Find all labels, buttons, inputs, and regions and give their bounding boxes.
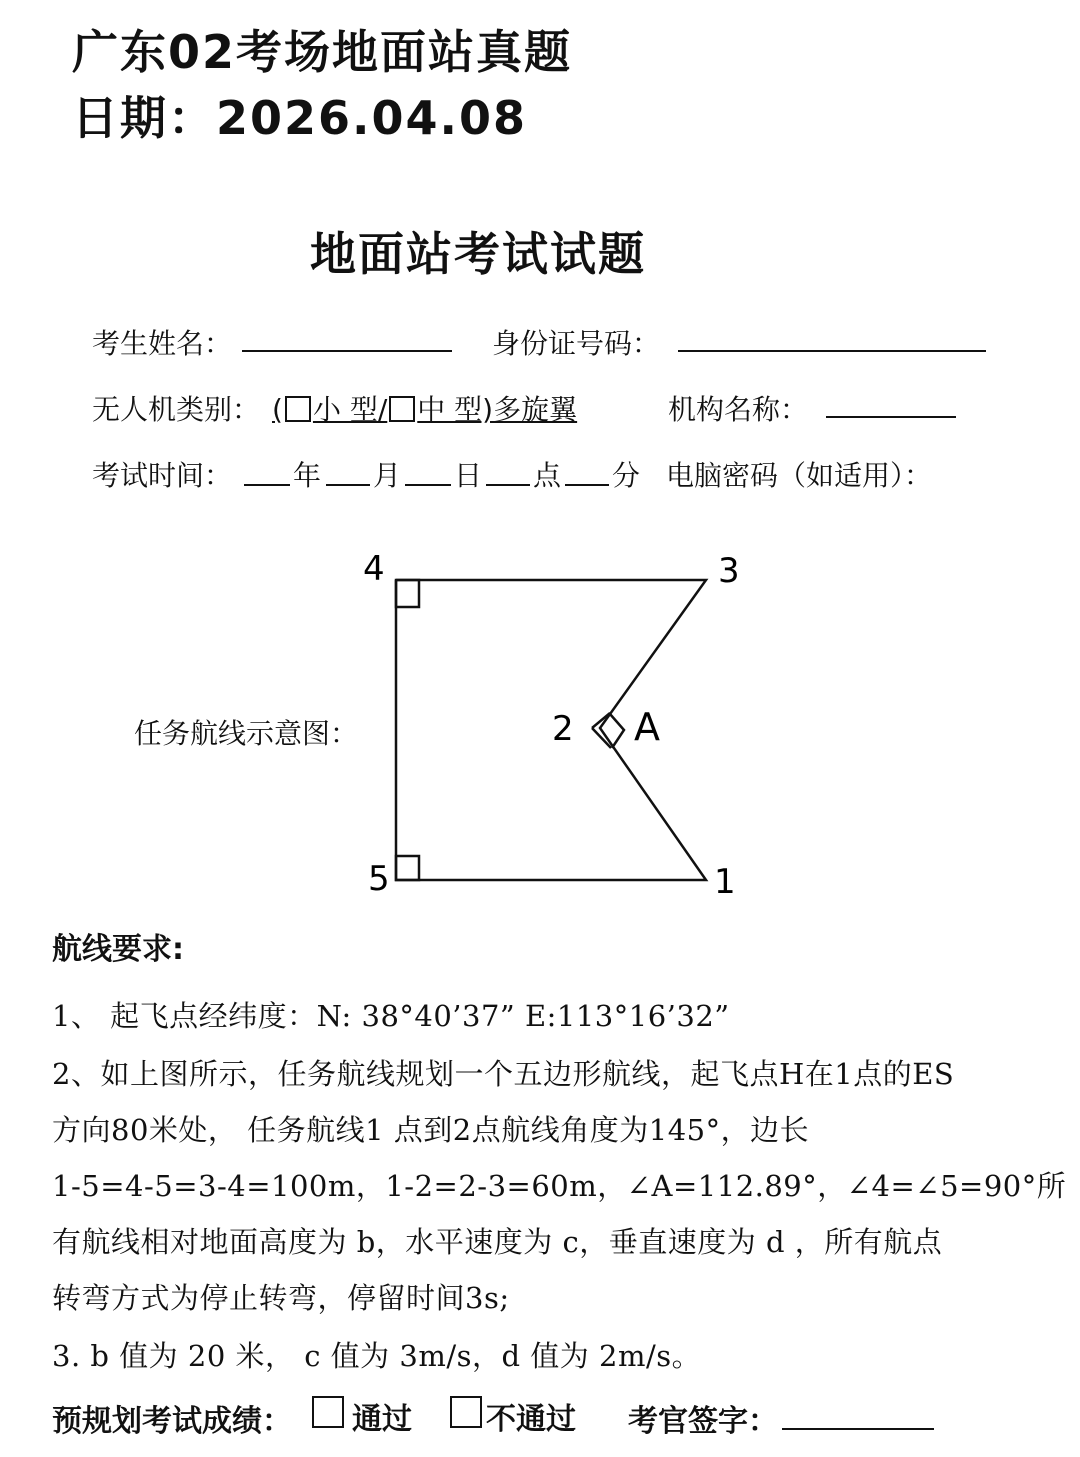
year-unit: 年 bbox=[293, 459, 322, 492]
requirement-line-5: 有航线相对地面高度为 b，水平速度为 c，垂直速度为 d ，所有航点 bbox=[52, 1225, 943, 1259]
requirement-line-1: 1、 起飞点经纬度：N: 38°40’37” E:113°16’32” bbox=[52, 999, 730, 1033]
requirement-line-6: 转弯方式为停止转弯，停留时间3s; bbox=[52, 1281, 510, 1315]
form-title: 地面站考试试题 bbox=[310, 227, 646, 281]
angle-a-marker bbox=[610, 714, 624, 748]
right-angle-marker-4 bbox=[396, 580, 419, 607]
month-unit: 月 bbox=[373, 459, 402, 492]
id-label: 身份证号码： bbox=[492, 327, 661, 360]
uav-options-open: ( bbox=[272, 393, 283, 426]
uav-medium-label: 中 型)多旋翼 bbox=[417, 393, 578, 426]
requirements-heading: 航线要求: bbox=[52, 932, 184, 967]
point-label-5: 5 bbox=[368, 859, 390, 899]
fail-checkbox[interactable] bbox=[450, 1396, 482, 1428]
name-label: 考生姓名： bbox=[92, 327, 233, 360]
requirement-line-4: 1-5=4-5=3-4=100m，1-2=2-3=60m，∠A=112.89°，∠4=∠5=90°所 bbox=[52, 1169, 1067, 1203]
examiner-label: 考官签字： bbox=[628, 1404, 778, 1439]
uav-small-label: 小 型/ bbox=[312, 393, 388, 426]
uav-label: 无人机类别： bbox=[92, 393, 261, 426]
score-label: 预规划考试成绩： bbox=[52, 1404, 292, 1439]
examiner-signature-field[interactable] bbox=[782, 1428, 934, 1430]
minute-unit: 分 bbox=[612, 459, 641, 492]
requirement-line-3: 方向80米处， 任务航线1 点到2点航线角度为145°，边长 bbox=[52, 1113, 810, 1147]
pass-label: 通过 bbox=[352, 1402, 412, 1437]
hour-unit: 点 bbox=[533, 459, 562, 492]
requirement-line-2: 2、如上图所示，任务航线规划一个五边形航线，起飞点H在1点的ES bbox=[52, 1057, 955, 1091]
point-label-4: 4 bbox=[363, 549, 385, 589]
angle-label-a: A bbox=[634, 705, 660, 749]
point-label-2: 2 bbox=[552, 709, 574, 749]
point-label-1: 1 bbox=[714, 862, 736, 902]
requirement-line-7: 3. b 值为 20 米， c 值为 3m/s，d 值为 2m/s。 bbox=[52, 1339, 702, 1373]
time-label: 考试时间： bbox=[92, 459, 233, 492]
pass-checkbox[interactable] bbox=[312, 1396, 344, 1428]
header-date: 日期：2026.04.08 bbox=[72, 91, 528, 145]
pc-password-label: 电脑密码（如适用）： bbox=[666, 459, 933, 492]
day-unit: 日 bbox=[454, 459, 483, 492]
header-title: 广东02考场地面站真题 bbox=[72, 25, 573, 79]
right-angle-marker-5 bbox=[396, 856, 419, 880]
diagram-caption: 任务航线示意图： bbox=[134, 717, 359, 750]
fail-label: 不通过 bbox=[486, 1402, 576, 1437]
org-label: 机构名称： bbox=[668, 393, 809, 426]
point-label-3: 3 bbox=[718, 551, 740, 591]
